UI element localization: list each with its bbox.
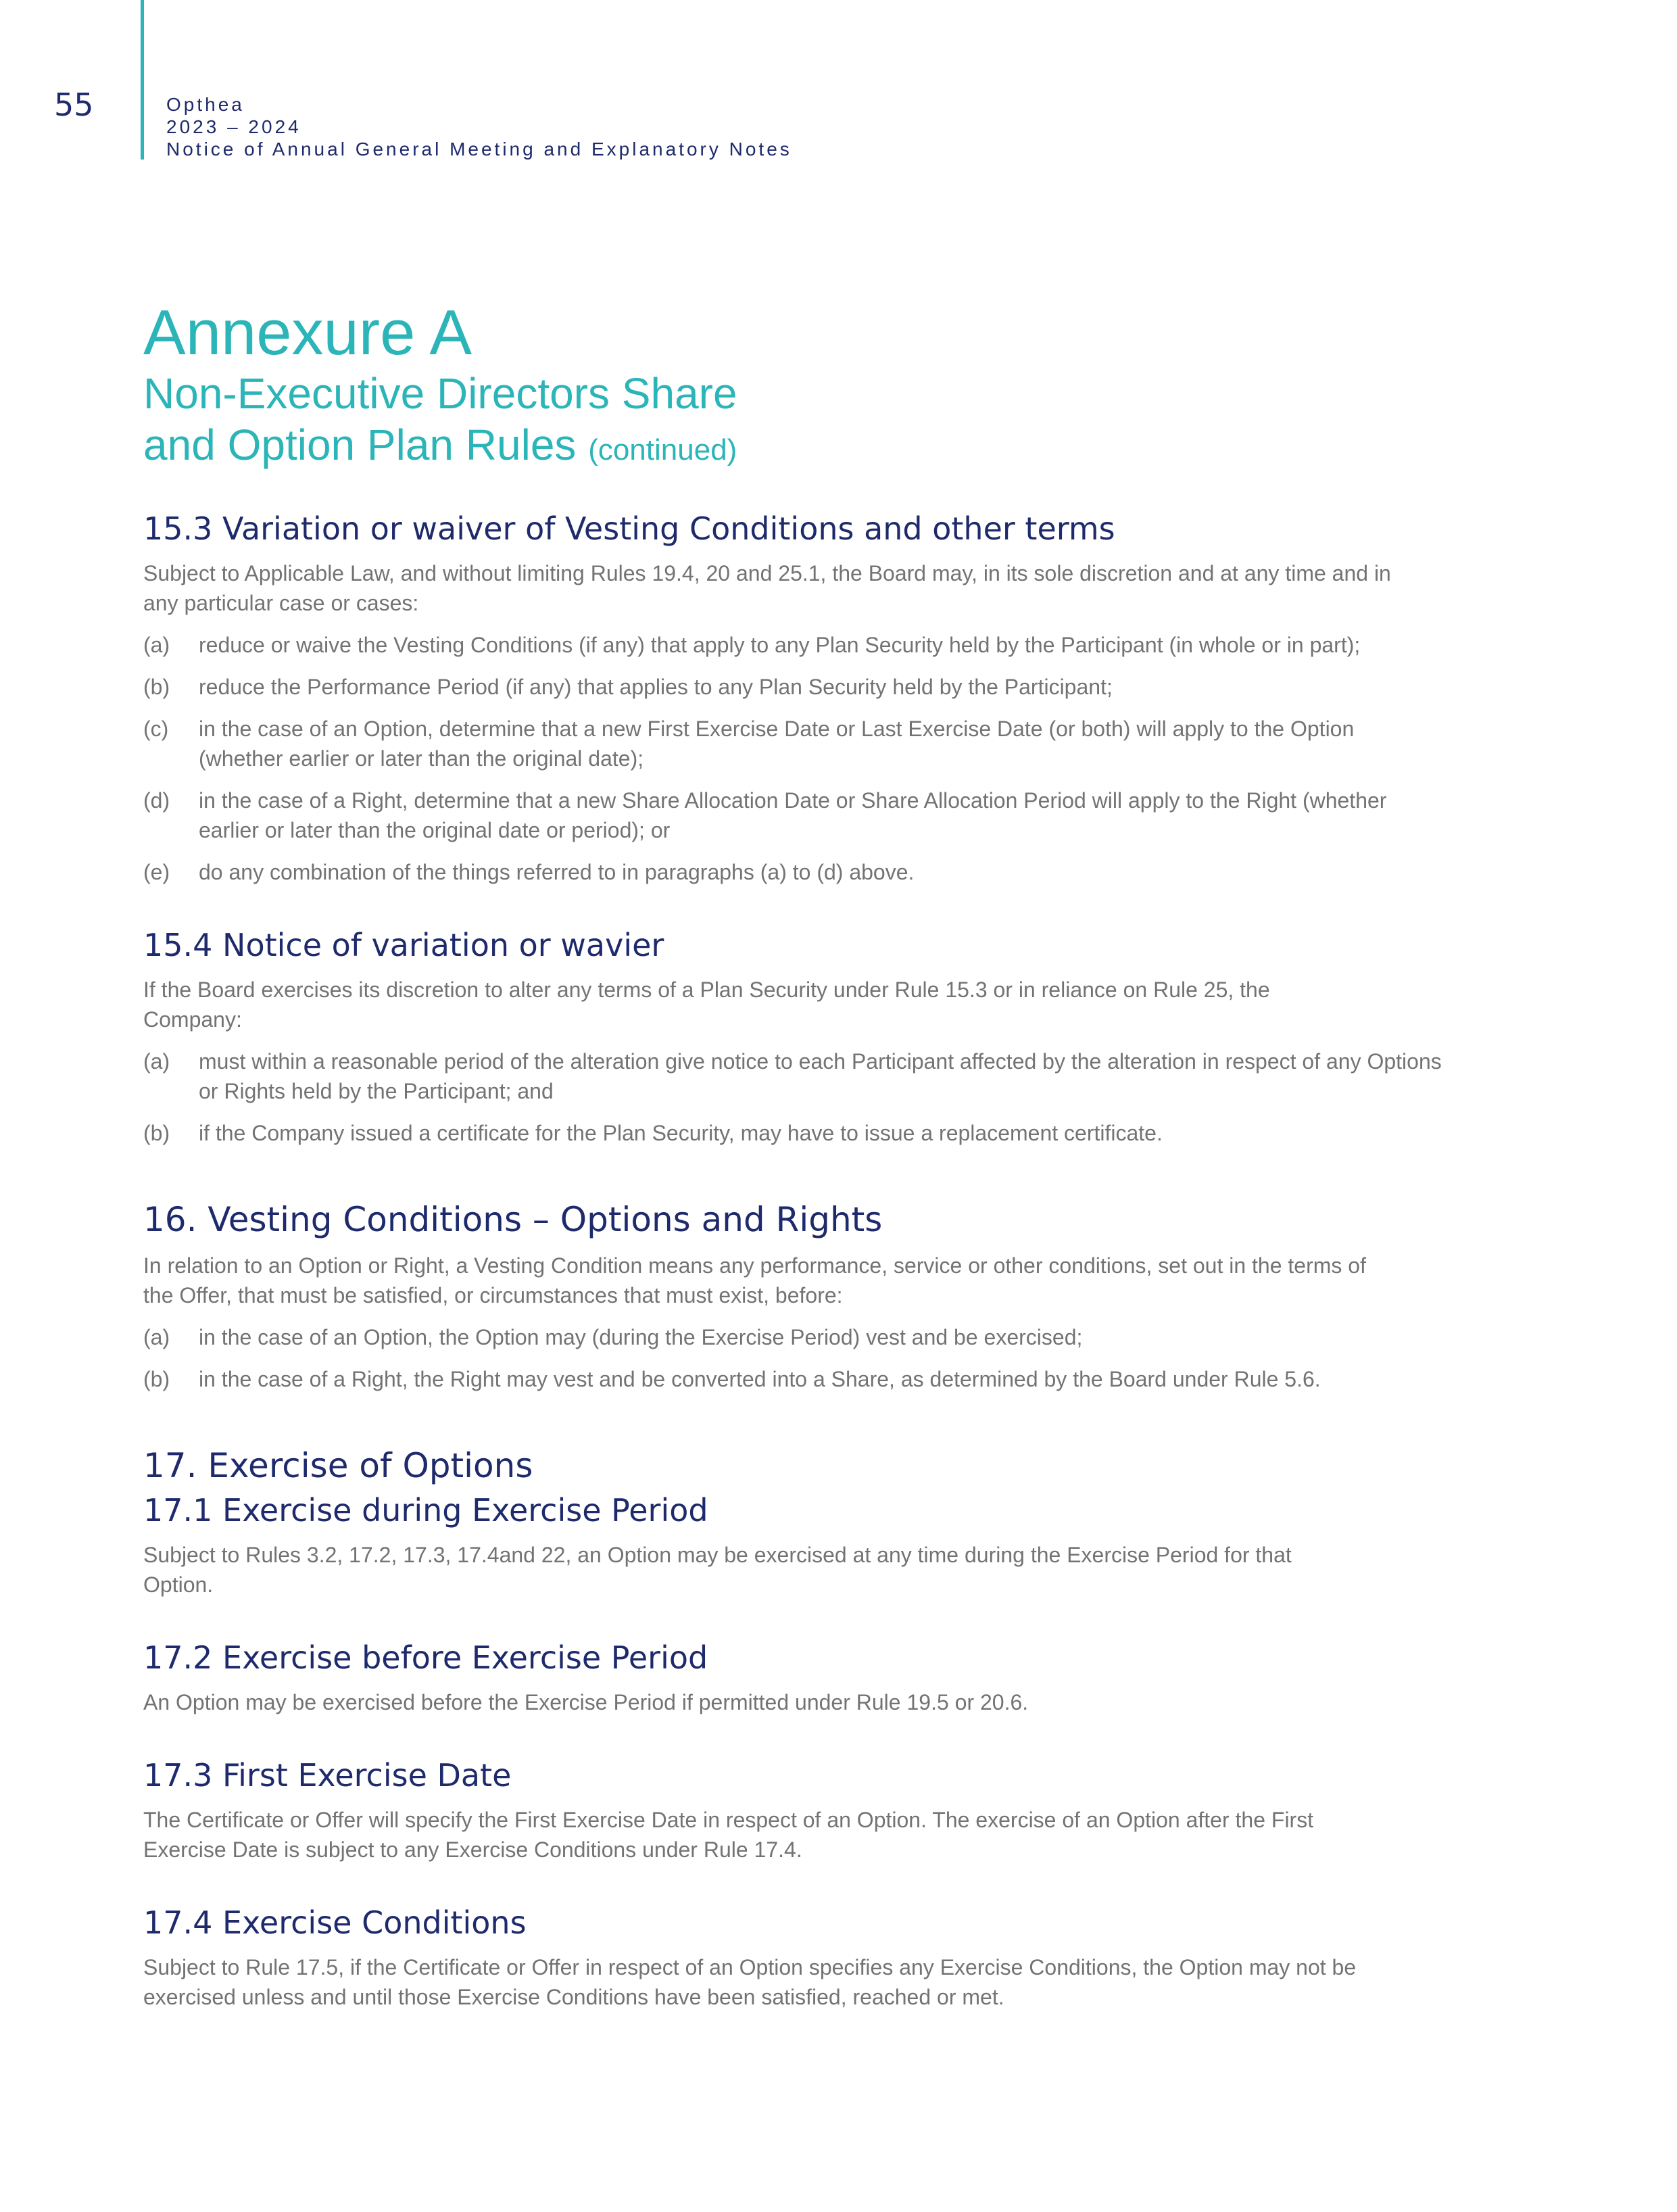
list-item-label: (c) [143, 717, 169, 741]
list-item [143, 630, 1536, 660]
annex-subtitle-line2 [143, 419, 1536, 476]
list-item-label: (b) [143, 675, 170, 699]
list-item-text: do any combination of the things referred to in paragraphs (a) to (d) above. [199, 860, 915, 884]
list-item-text: reduce the Performance Period (if any) that applies to any Plan Security held by the Participant; [199, 675, 1113, 699]
list-item-text: in the case of an Option, the Option may (during the Exercise Period) vest and be exercised; [199, 1325, 1083, 1349]
list-item [143, 786, 1536, 845]
header-rule [141, 0, 144, 160]
annex-title: Annexure A [143, 297, 472, 368]
list-item-label: (d) [143, 788, 170, 813]
annex-subtitle-line1: Non-Executive Directors Share [143, 369, 737, 418]
list-item-text: in the case of an Option, determine that a new First Exercise Date or Last Exercise Date (or both) will apply to the Option (whether earlier or later than the original date); [199, 717, 1355, 771]
list-item-label: (a) [143, 1049, 170, 1074]
section-17-3-heading: 17.3 First Exercise Date [143, 1757, 512, 1794]
list-item [143, 714, 1536, 773]
list-item-label: (a) [143, 633, 170, 657]
list-item [143, 1118, 1536, 1148]
header-years: 2023 – 2024 [166, 116, 301, 137]
header-company: Opthea [166, 94, 245, 115]
page-content [143, 297, 1536, 2024]
list-item [143, 1047, 1536, 1106]
annex-subtitle-line2-text: and Option Plan Rules [143, 420, 577, 469]
list-item-text: in the case of a Right, the Right may vest and be converted into a Share, as determined by the Board under Rule 5.6. [199, 1367, 1321, 1391]
header-document: Notice of Annual General Meeting and Explanatory Notes [166, 139, 792, 160]
section-15-3-intro: Subject to Applicable Law, and without limiting Rules 19.4, 20 and 25.1, the Board may, in its sole discretion and at any time and in any particular case or cases: [143, 561, 1391, 615]
annex-subtitle [143, 368, 1536, 476]
section-17-2-text: An Option may be exercised before the Exercise Period if permitted under Rule 19.5 or 20.6. [143, 1690, 1029, 1714]
section-17-4-heading: 17.4 Exercise Conditions [143, 1904, 527, 1941]
continued-label: (continued) [588, 433, 737, 466]
section-15-3-heading: 15.3 Variation or waiver of Vesting Conditions and other terms [143, 510, 1115, 547]
section-15-4-intro: If the Board exercises its discretion to alter any terms of a Plan Security under Rule 15.3 or in reliance on Rule 25, the Company: [143, 978, 1270, 1032]
list-item [143, 857, 1536, 887]
section-17-4-text: Subject to Rule 17.5, if the Certificate or Offer in respect of an Option specifies any Exercise Conditions, the Option may not be exercised unless and until those Exercise Conditions have been satisfied, reached or met. [143, 1955, 1357, 2009]
section-17-2-heading: 17.2 Exercise before Exercise Period [143, 1639, 708, 1676]
list-item [143, 672, 1536, 702]
list-item-text: must within a reasonable period of the alteration give notice to each Participant affected by the alteration in respect of any Options or Rights held by the Participant; and [199, 1049, 1442, 1103]
page-number: 55 [54, 87, 94, 123]
list-item-label: (a) [143, 1325, 170, 1349]
section-15-4-heading: 15.4 Notice of variation or wavier [143, 927, 664, 963]
list-item-label: (b) [143, 1367, 170, 1391]
section-15-3-list [143, 630, 1536, 887]
section-17-heading: 17. Exercise of Options [143, 1446, 533, 1485]
section-15-4-list [143, 1047, 1536, 1148]
section-16-list [143, 1322, 1536, 1394]
list-item-label: (e) [143, 860, 170, 884]
section-17-1-text: Subject to Rules 3.2, 17.2, 17.3, 17.4and 22, an Option may be exercised at any time during the Exercise Period for that Option. [143, 1543, 1292, 1597]
list-item-text: reduce or waive the Vesting Conditions (if any) that apply to any Plan Security held by the Participant (in whole or in part); [199, 633, 1361, 657]
section-17-3-text: The Certificate or Offer will specify the First Exercise Date in respect of an Option. The exercise of an Option after the First Exercise Date is subject to any Exercise Conditions under Rule 17.4. [143, 1808, 1314, 1862]
section-17-1-heading: 17.1 Exercise during Exercise Period [143, 1492, 708, 1529]
list-item [143, 1322, 1536, 1352]
list-item-text: in the case of a Right, determine that a new Share Allocation Date or Share Allocation Period will apply to the Right (whether earlier or later than the original date or period); or [199, 788, 1387, 842]
section-16-intro: In relation to an Option or Right, a Vesting Condition means any performance, service or other conditions, set out in the terms of the Offer, that must be satisfied, or circumstances that must exist, before: [143, 1253, 1366, 1307]
running-header [166, 93, 792, 160]
list-item-text: if the Company issued a certificate for the Plan Security, may have to issue a replacement certificate. [199, 1121, 1163, 1145]
section-16-heading: 16. Vesting Conditions – Options and Rights [143, 1200, 883, 1239]
list-item [143, 1364, 1536, 1394]
list-item-label: (b) [143, 1121, 170, 1145]
